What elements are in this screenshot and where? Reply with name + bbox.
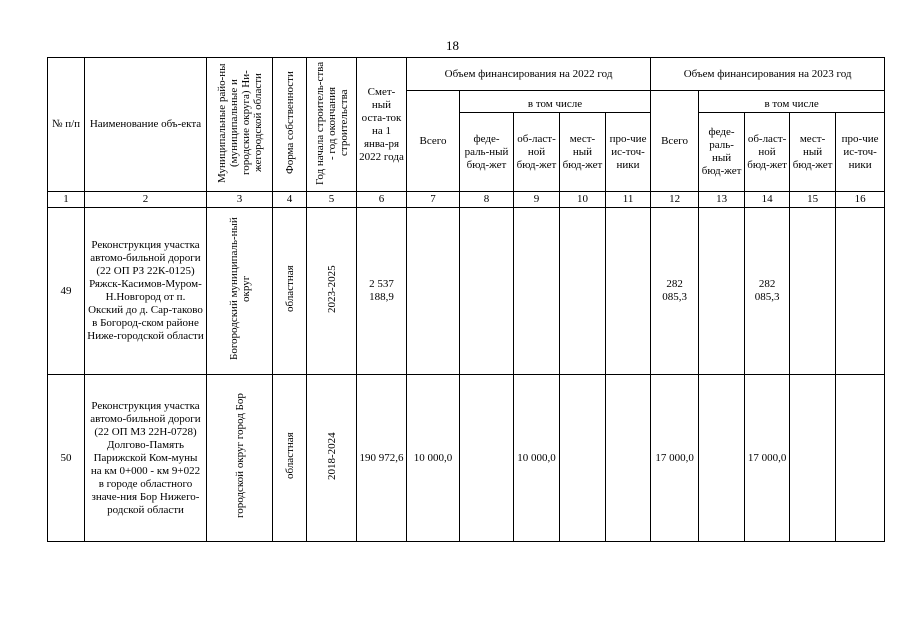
row-num: 50 <box>48 375 85 542</box>
header-other-2023: про-чие ис-точ-ники <box>836 113 885 192</box>
federal-2023 <box>699 375 745 542</box>
years-cell: 2018-2024 <box>307 375 357 542</box>
total-2022: 10 000,0 <box>407 375 460 542</box>
regional-2023: 17 000,0 <box>745 375 790 542</box>
header-balance: Смет-ный оста-ток на 1 янва-ря 2022 года <box>357 58 407 192</box>
header-row-1 <box>48 58 885 91</box>
other-2023 <box>836 375 885 542</box>
column-number: 15 <box>790 192 836 208</box>
column-number: 7 <box>407 192 460 208</box>
header-other-2022: про-чие ис-точ-ники <box>606 113 651 192</box>
federal-2022 <box>460 208 514 375</box>
column-number: 12 <box>651 192 699 208</box>
header-federal-2022: феде-раль-ный бюд-жет <box>460 113 514 192</box>
ownership-cell: областная <box>273 375 307 542</box>
column-number: 5 <box>307 192 357 208</box>
federal-2022 <box>460 375 514 542</box>
header-total-2022: Всего <box>407 91 460 192</box>
column-number: 6 <box>357 192 407 208</box>
column-number: 13 <box>699 192 745 208</box>
header-local-2022: мест-ный бюд-жет <box>560 113 606 192</box>
column-number: 16 <box>836 192 885 208</box>
district-cell: городской округ город Бор <box>207 375 273 542</box>
column-number: 2 <box>85 192 207 208</box>
regional-2022: 10 000,0 <box>514 375 560 542</box>
column-number: 9 <box>514 192 560 208</box>
header-financing-2023: Объем финансирования на 2023 год <box>651 58 885 91</box>
row-num: 49 <box>48 208 85 375</box>
header-num: № п/п <box>48 58 85 192</box>
table-row <box>48 375 885 542</box>
other-2022 <box>606 208 651 375</box>
header-ownership: Форма собственности <box>273 58 307 192</box>
column-number: 8 <box>460 192 514 208</box>
other-2022 <box>606 375 651 542</box>
header-district: Муниципальные райо-ны (муниципальные и городские округа) Ни-жегородской области <box>207 58 273 192</box>
header-regional-2022: об-ласт-ной бюд-жет <box>514 113 560 192</box>
column-number: 10 <box>560 192 606 208</box>
years-cell: 2023-2025 <box>307 208 357 375</box>
header-name: Наименование объ-екта <box>85 58 207 192</box>
financing-table <box>47 57 885 542</box>
local-2023 <box>790 375 836 542</box>
table-row <box>48 208 885 375</box>
header-including-2023: в том числе <box>699 91 885 113</box>
other-2023 <box>836 208 885 375</box>
object-name: Реконструкция участка автомо-бильной дороги (22 ОП РЗ 22К-0125) Ряжск-Касимов-Муром-Н.Новгород от п. Окский до д. Сар-таково в Богород-ском районе Ниже-городской области <box>85 208 207 375</box>
ownership-cell: областная <box>273 208 307 375</box>
balance-cell: 2 537 188,9 <box>357 208 407 375</box>
column-number: 11 <box>606 192 651 208</box>
regional-2022 <box>514 208 560 375</box>
column-number: 1 <box>48 192 85 208</box>
local-2022 <box>560 375 606 542</box>
column-number: 3 <box>207 192 273 208</box>
federal-2023 <box>699 208 745 375</box>
header-federal-2023: феде-раль-ный бюд-жет <box>699 113 745 192</box>
header-total-2023: Всего <box>651 91 699 192</box>
header-including-2022: в том числе <box>460 91 651 113</box>
regional-2023: 282 085,3 <box>745 208 790 375</box>
column-number-row <box>48 192 885 208</box>
balance-cell: 190 972,6 <box>357 375 407 542</box>
page-number: 18 <box>446 38 459 53</box>
total-2023: 282 085,3 <box>651 208 699 375</box>
local-2022 <box>560 208 606 375</box>
column-number: 4 <box>273 192 307 208</box>
header-years: Год начала строитель-ства - год окончания строительства <box>307 58 357 192</box>
header-regional-2023: об-ласт-ной бюд-жет <box>745 113 790 192</box>
column-number: 14 <box>745 192 790 208</box>
local-2023 <box>790 208 836 375</box>
header-financing-2022: Объем финансирования на 2022 год <box>407 58 651 91</box>
header-local-2023: мест-ный бюд-жет <box>790 113 836 192</box>
total-2022 <box>407 208 460 375</box>
total-2023: 17 000,0 <box>651 375 699 542</box>
district-cell: Богородский муниципаль-ный округ <box>207 208 273 375</box>
object-name: Реконструкция участка автомо-бильной дороги (22 ОП МЗ 22Н-0728) Долгово-Память Парижской Ком-муны на км 0+000 - км 9+022 в городе областного значе-ния Бор Нижего-родской области <box>85 375 207 542</box>
